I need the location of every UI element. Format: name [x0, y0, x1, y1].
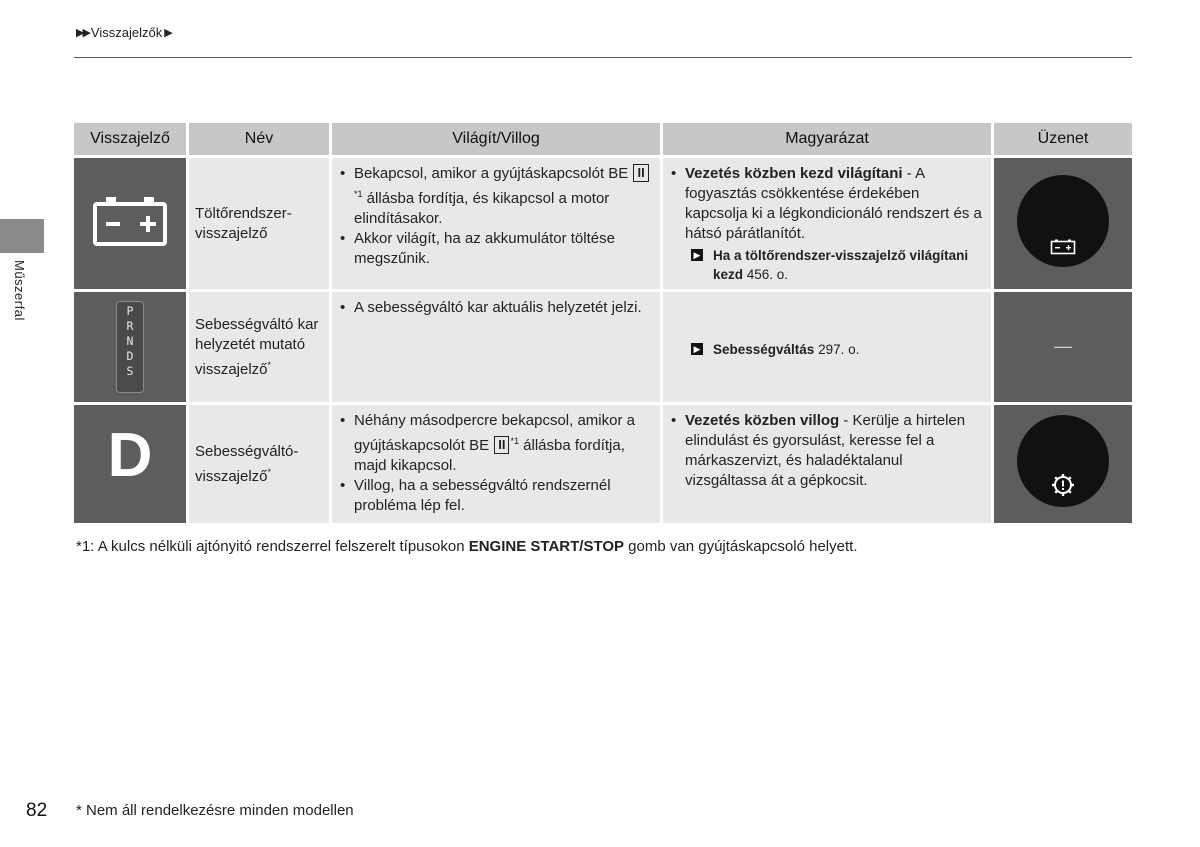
battery-icon	[92, 195, 168, 247]
gear-warning-icon	[1051, 473, 1075, 497]
indicator-name-cont: visszajelző	[195, 224, 268, 242]
gear-s: S	[126, 364, 134, 378]
indicator-cell	[74, 292, 186, 402]
column-header-indicator: Visszajelző	[74, 123, 186, 155]
lights-item: • Villog, ha a sebességváltó rendszernél probléma lép fel.	[354, 476, 654, 516]
message-cell	[994, 405, 1132, 523]
footnote-button-name: ENGINE START/STOP	[468, 538, 625, 555]
gear-position-indicator	[116, 301, 144, 393]
cross-reference[interactable]: ▶ Sebességváltás 297. o.	[669, 340, 985, 359]
lights-item: • A sebességváltó kar aktuális helyzetét jelzi.	[354, 298, 654, 318]
table-row	[74, 405, 1132, 523]
page-number: 82	[26, 800, 48, 821]
ignition-key-label: II	[494, 436, 509, 454]
section-tab[interactable]	[0, 219, 44, 253]
battery-icon	[1050, 239, 1076, 255]
lights-item: • Bekapcsol, amikor a gyújtáskapcsolót BE II$^{*1}$ állásba fordítja, és kikapcsol a motor elindításakor.	[354, 164, 654, 229]
arrow-reference-icon: ▶	[691, 249, 703, 261]
lights-cell	[332, 292, 660, 402]
indicator-cell	[74, 405, 186, 523]
lights-item: • Néhány másodpercre bekapcsol, amikor a gyújtáskapcsolót BE II $^{*1}$ állásba fordítja, majd kikapcsol.	[354, 411, 654, 476]
arrow-icon: ▶	[164, 27, 171, 39]
double-arrow-icon: ▶▶	[76, 27, 89, 39]
cross-reference[interactable]: ▶ Ha a töltőrendszer-visszajelző világítani kezd 456. o.	[669, 246, 985, 284]
table-header-row	[74, 123, 1132, 155]
breadcrumb-title: Visszajelzők	[90, 25, 163, 40]
table-row	[74, 292, 1132, 402]
gear-d: D	[126, 349, 134, 363]
column-header-lights: Világít/Villog	[332, 123, 660, 155]
lights-cell	[332, 158, 660, 289]
arrow-reference-icon: ▶	[691, 343, 703, 355]
header-divider	[74, 57, 1132, 58]
message-cell	[994, 158, 1132, 289]
indicator-name: Sebességváltó-	[195, 442, 299, 460]
availability-note: * Nem áll rendelkezésre minden modellen	[76, 802, 354, 819]
name-cell	[189, 158, 329, 289]
display-gauge	[1017, 175, 1109, 267]
explanation-item: • Vezetés közben villog - Kerülje a hirtelen elindulást és gyorsulást, keresse fel a márkaszervizt, és haladéktalanul vizsgáltassa át a gépkocsit.	[685, 411, 985, 491]
message-cell	[994, 292, 1132, 402]
indicator-name-cont: visszajelző	[195, 467, 268, 485]
display-gauge	[1017, 415, 1109, 507]
footnote: *1: A kulcs nélküli ajtónyitó rendszerrel felszerelt típusokon ENGINE START/STOP gomb van gyújtáskapcsoló helyett.	[76, 538, 858, 555]
section-tab-label: Műszerfal	[12, 260, 27, 321]
gear-d-icon: D	[107, 421, 153, 490]
column-header-message: Üzenet	[994, 123, 1132, 155]
no-message: —	[1054, 336, 1072, 356]
breadcrumb	[76, 25, 171, 40]
name-cell: Sebességváltó- visszajelző*	[189, 405, 329, 523]
indicator-name: Sebességváltó kar helyzetét mutató visszajelző	[195, 315, 319, 378]
explanation-item: • Vezetés közben kezd világítani - A fogyasztás csökkentése érdekében kapcsolja ki a légkondicionáló rendszert és a hátsó párátlanítót.	[685, 164, 985, 244]
lights-cell	[332, 405, 660, 523]
gear-n: N	[126, 334, 134, 348]
lights-item: • Akkor világít, ha az akkumulátor töltése megszűnik.	[354, 229, 654, 269]
indicator-name: Töltőrendszer-	[195, 204, 292, 222]
name-cell: Sebességváltó kar helyzetét mutató visszajelző*	[189, 292, 329, 402]
gear-r: R	[126, 319, 134, 333]
explanation-cell	[663, 158, 991, 289]
ignition-key-label: II	[633, 164, 648, 182]
table-row	[74, 158, 1132, 289]
explanation-cell	[663, 405, 991, 523]
column-header-name: Név	[189, 123, 329, 155]
column-header-explanation: Magyarázat	[663, 123, 991, 155]
indicator-table	[71, 120, 1135, 526]
indicator-cell	[74, 158, 186, 289]
explanation-cell	[663, 292, 991, 402]
footnote-marker: *1:	[76, 538, 95, 555]
gear-p: P	[126, 304, 134, 318]
